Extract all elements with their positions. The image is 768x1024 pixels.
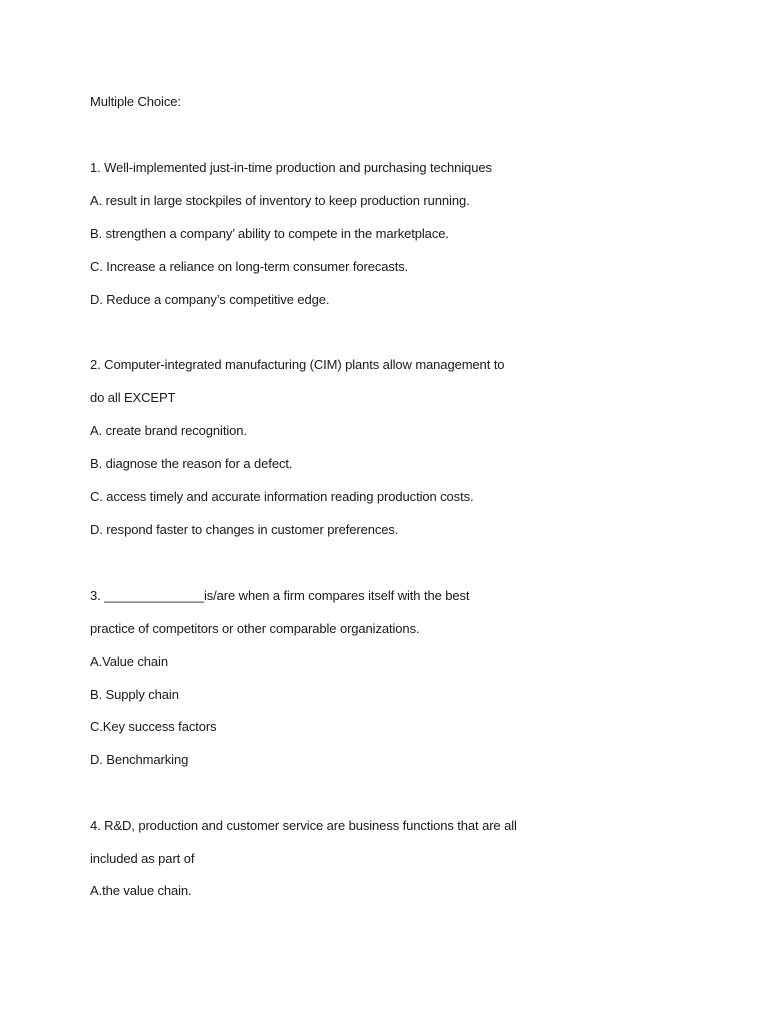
question-3-stem-line-2: practice of competitors or other comparable organizations. [90, 621, 420, 636]
question-1-option-d: D. Reduce a company’s competitive edge. [90, 292, 330, 307]
question-2-option-a: A. create brand recognition. [90, 423, 247, 438]
question-2-stem-line-1: 2. Computer-integrated manufacturing (CIM) plants allow management to [90, 357, 505, 372]
question-2-option-b: B. diagnose the reason for a defect. [90, 456, 293, 471]
question-4-stem-line-1: 4. R&D, production and customer service are business functions that are all [90, 818, 517, 833]
question-4-stem-line-2: included as part of [90, 851, 195, 866]
question-1-option-b: B. strengthen a company’ ability to compete in the marketplace. [90, 226, 449, 241]
question-3-option-d: D. Benchmarking [90, 752, 189, 767]
question-3-option-c: C.Key success factors [90, 719, 217, 734]
question-2-stem-line-2: do all EXCEPT [90, 390, 176, 405]
question-2-option-d: D. respond faster to changes in customer preferences. [90, 522, 399, 537]
question-1-option-c: C. Increase a reliance on long-term consumer forecasts. [90, 259, 409, 274]
question-3-option-a: A.Value chain [90, 654, 168, 669]
question-2-option-c: C. access timely and accurate information reading production costs. [90, 489, 474, 504]
question-3-stem-line-1: 3. ______________is/are when a firm compares itself with the best [90, 588, 470, 603]
section-heading: Multiple Choice: [90, 94, 181, 109]
question-4-option-a: A.the value chain. [90, 883, 192, 898]
question-1-stem: 1. Well-implemented just-in-time production and purchasing techniques [90, 160, 492, 175]
question-3-option-b: B. Supply chain [90, 687, 179, 702]
question-1-option-a: A. result in large stockpiles of inventory to keep production running. [90, 193, 470, 208]
